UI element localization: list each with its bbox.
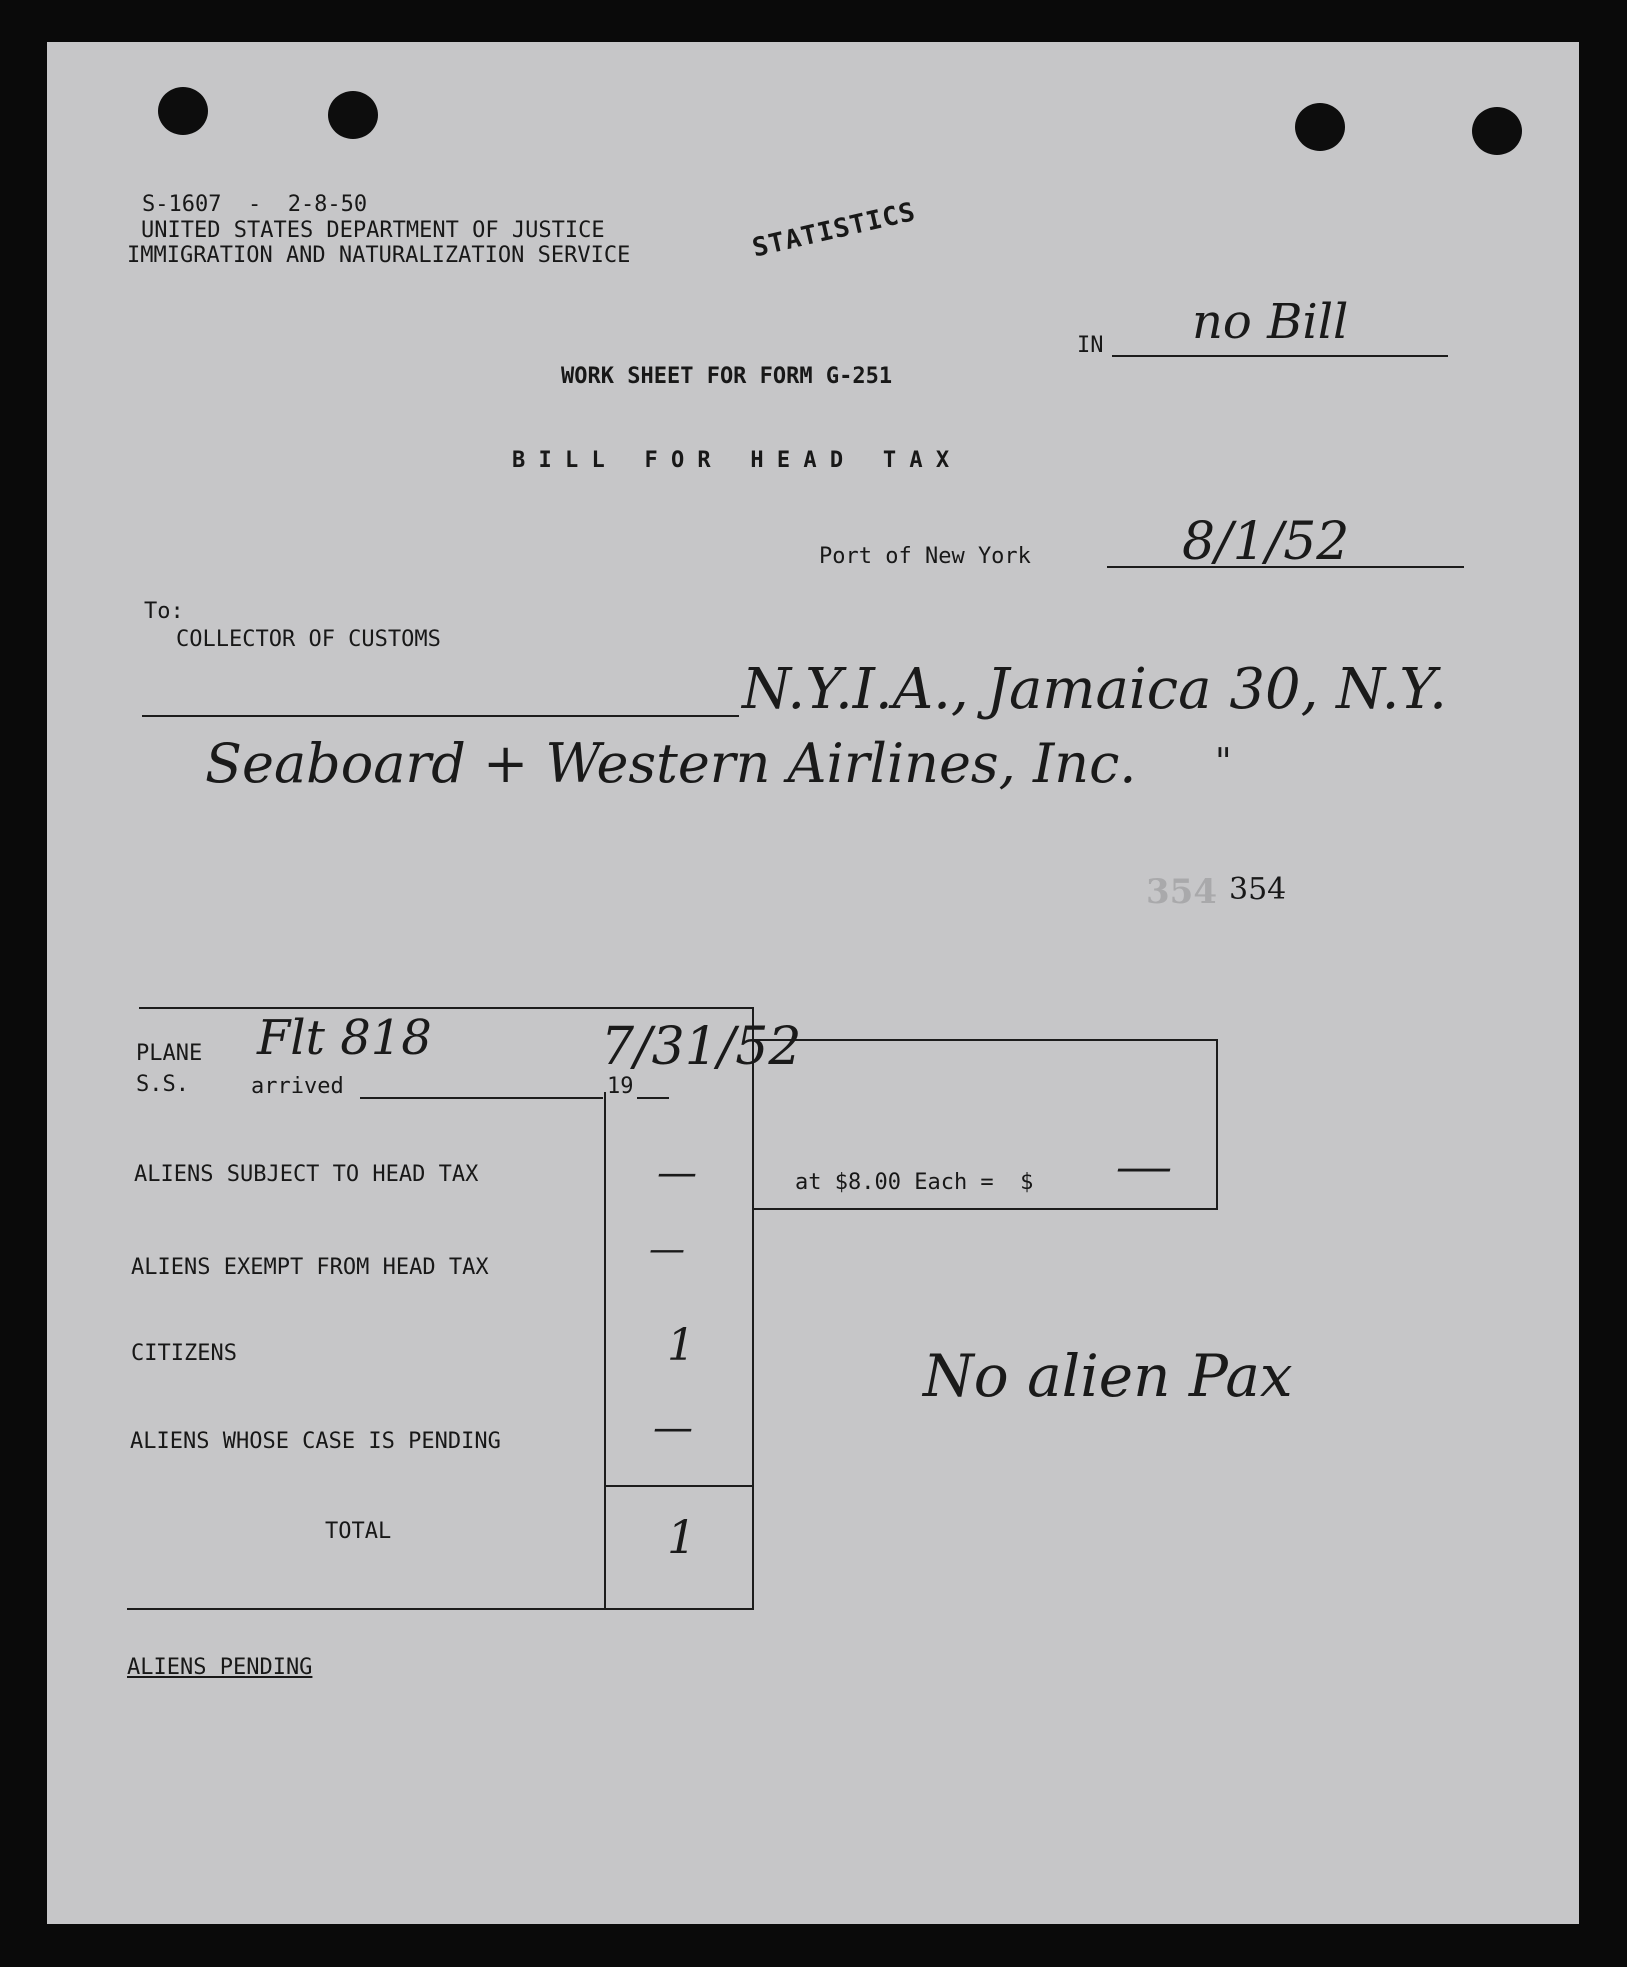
document-page xyxy=(47,42,1579,1924)
rate-box-top xyxy=(752,1039,1218,1041)
faint-number: 354 xyxy=(1146,872,1217,912)
in-handwritten: no Bill xyxy=(1192,294,1349,350)
punch-hole xyxy=(1472,107,1522,155)
flight-handwritten: Flt 818 xyxy=(257,1010,432,1066)
arrived-label: arrived xyxy=(251,1074,344,1099)
row-label-subject: ALIENS SUBJECT TO HEAD TAX xyxy=(134,1162,479,1187)
table-col-left xyxy=(604,1092,606,1609)
row-value-pending: — xyxy=(653,1405,693,1451)
row-label-exempt: ALIENS EXEMPT FROM HEAD TAX xyxy=(131,1255,489,1280)
year-label: 19 xyxy=(607,1074,634,1099)
punch-hole xyxy=(1295,103,1345,151)
address-underline xyxy=(142,715,739,717)
table-top-rule xyxy=(139,1007,754,1009)
row-label-pending: ALIENS WHOSE CASE IS PENDING xyxy=(130,1429,501,1454)
statistics-stamp: STATISTICS xyxy=(749,196,919,264)
in-label: IN xyxy=(1077,333,1104,358)
plane-label: PLANE xyxy=(136,1041,203,1066)
row-value-subject: — xyxy=(657,1150,697,1196)
punch-hole xyxy=(158,87,208,135)
port-date-handwritten: 8/1/52 xyxy=(1182,512,1350,572)
address-handwritten: N.Y.I.A., Jamaica 30, N.Y. xyxy=(742,657,1447,722)
note-handwritten: No alien Pax xyxy=(923,1342,1293,1410)
form-code: S-1607 - 2-8-50 xyxy=(142,192,368,217)
port-label: Port of New York xyxy=(819,544,1031,569)
year-underline xyxy=(637,1097,669,1099)
form-title: WORK SHEET FOR FORM G-251 xyxy=(561,364,893,389)
form-subtitle: B I L L F O R H E A D T A X xyxy=(512,448,950,473)
in-underline xyxy=(1112,355,1448,357)
rate-box-bottom xyxy=(752,1208,1218,1210)
row-label-citizens: CITIZENS xyxy=(131,1341,237,1366)
ss-label: S.S. xyxy=(136,1072,189,1097)
rate-text: at $8.00 Each = $ xyxy=(795,1170,1034,1195)
department-name: UNITED STATES DEPARTMENT OF JUSTICE xyxy=(141,218,605,243)
row-value-citizens: 1 xyxy=(667,1320,695,1371)
document-number: 354 xyxy=(1229,872,1287,907)
company-handwritten: Seaboard + Western Airlines, Inc. xyxy=(205,732,1137,795)
collector-label: COLLECTOR OF CUSTOMS xyxy=(176,627,441,652)
service-name: IMMIGRATION AND NATURALIZATION SERVICE xyxy=(127,243,631,268)
punch-hole xyxy=(328,91,378,139)
table-total-rule xyxy=(604,1485,754,1487)
arrived-date-handwritten: 7/31/52 xyxy=(601,1017,802,1077)
total-label: TOTAL xyxy=(325,1519,392,1544)
to-label: To: xyxy=(144,599,184,624)
rate-value: — xyxy=(1115,1142,1173,1193)
row-value-exempt: — xyxy=(649,1229,685,1270)
rate-box-right xyxy=(1216,1039,1218,1210)
footer-aliens-pending: ALIENS PENDING xyxy=(127,1655,313,1680)
table-bottom-rule xyxy=(127,1608,754,1610)
total-value: 1 xyxy=(667,1510,697,1564)
table-col-right xyxy=(752,1007,754,1610)
ditto-mark: " xyxy=(1215,742,1232,783)
arrived-underline xyxy=(360,1097,603,1099)
